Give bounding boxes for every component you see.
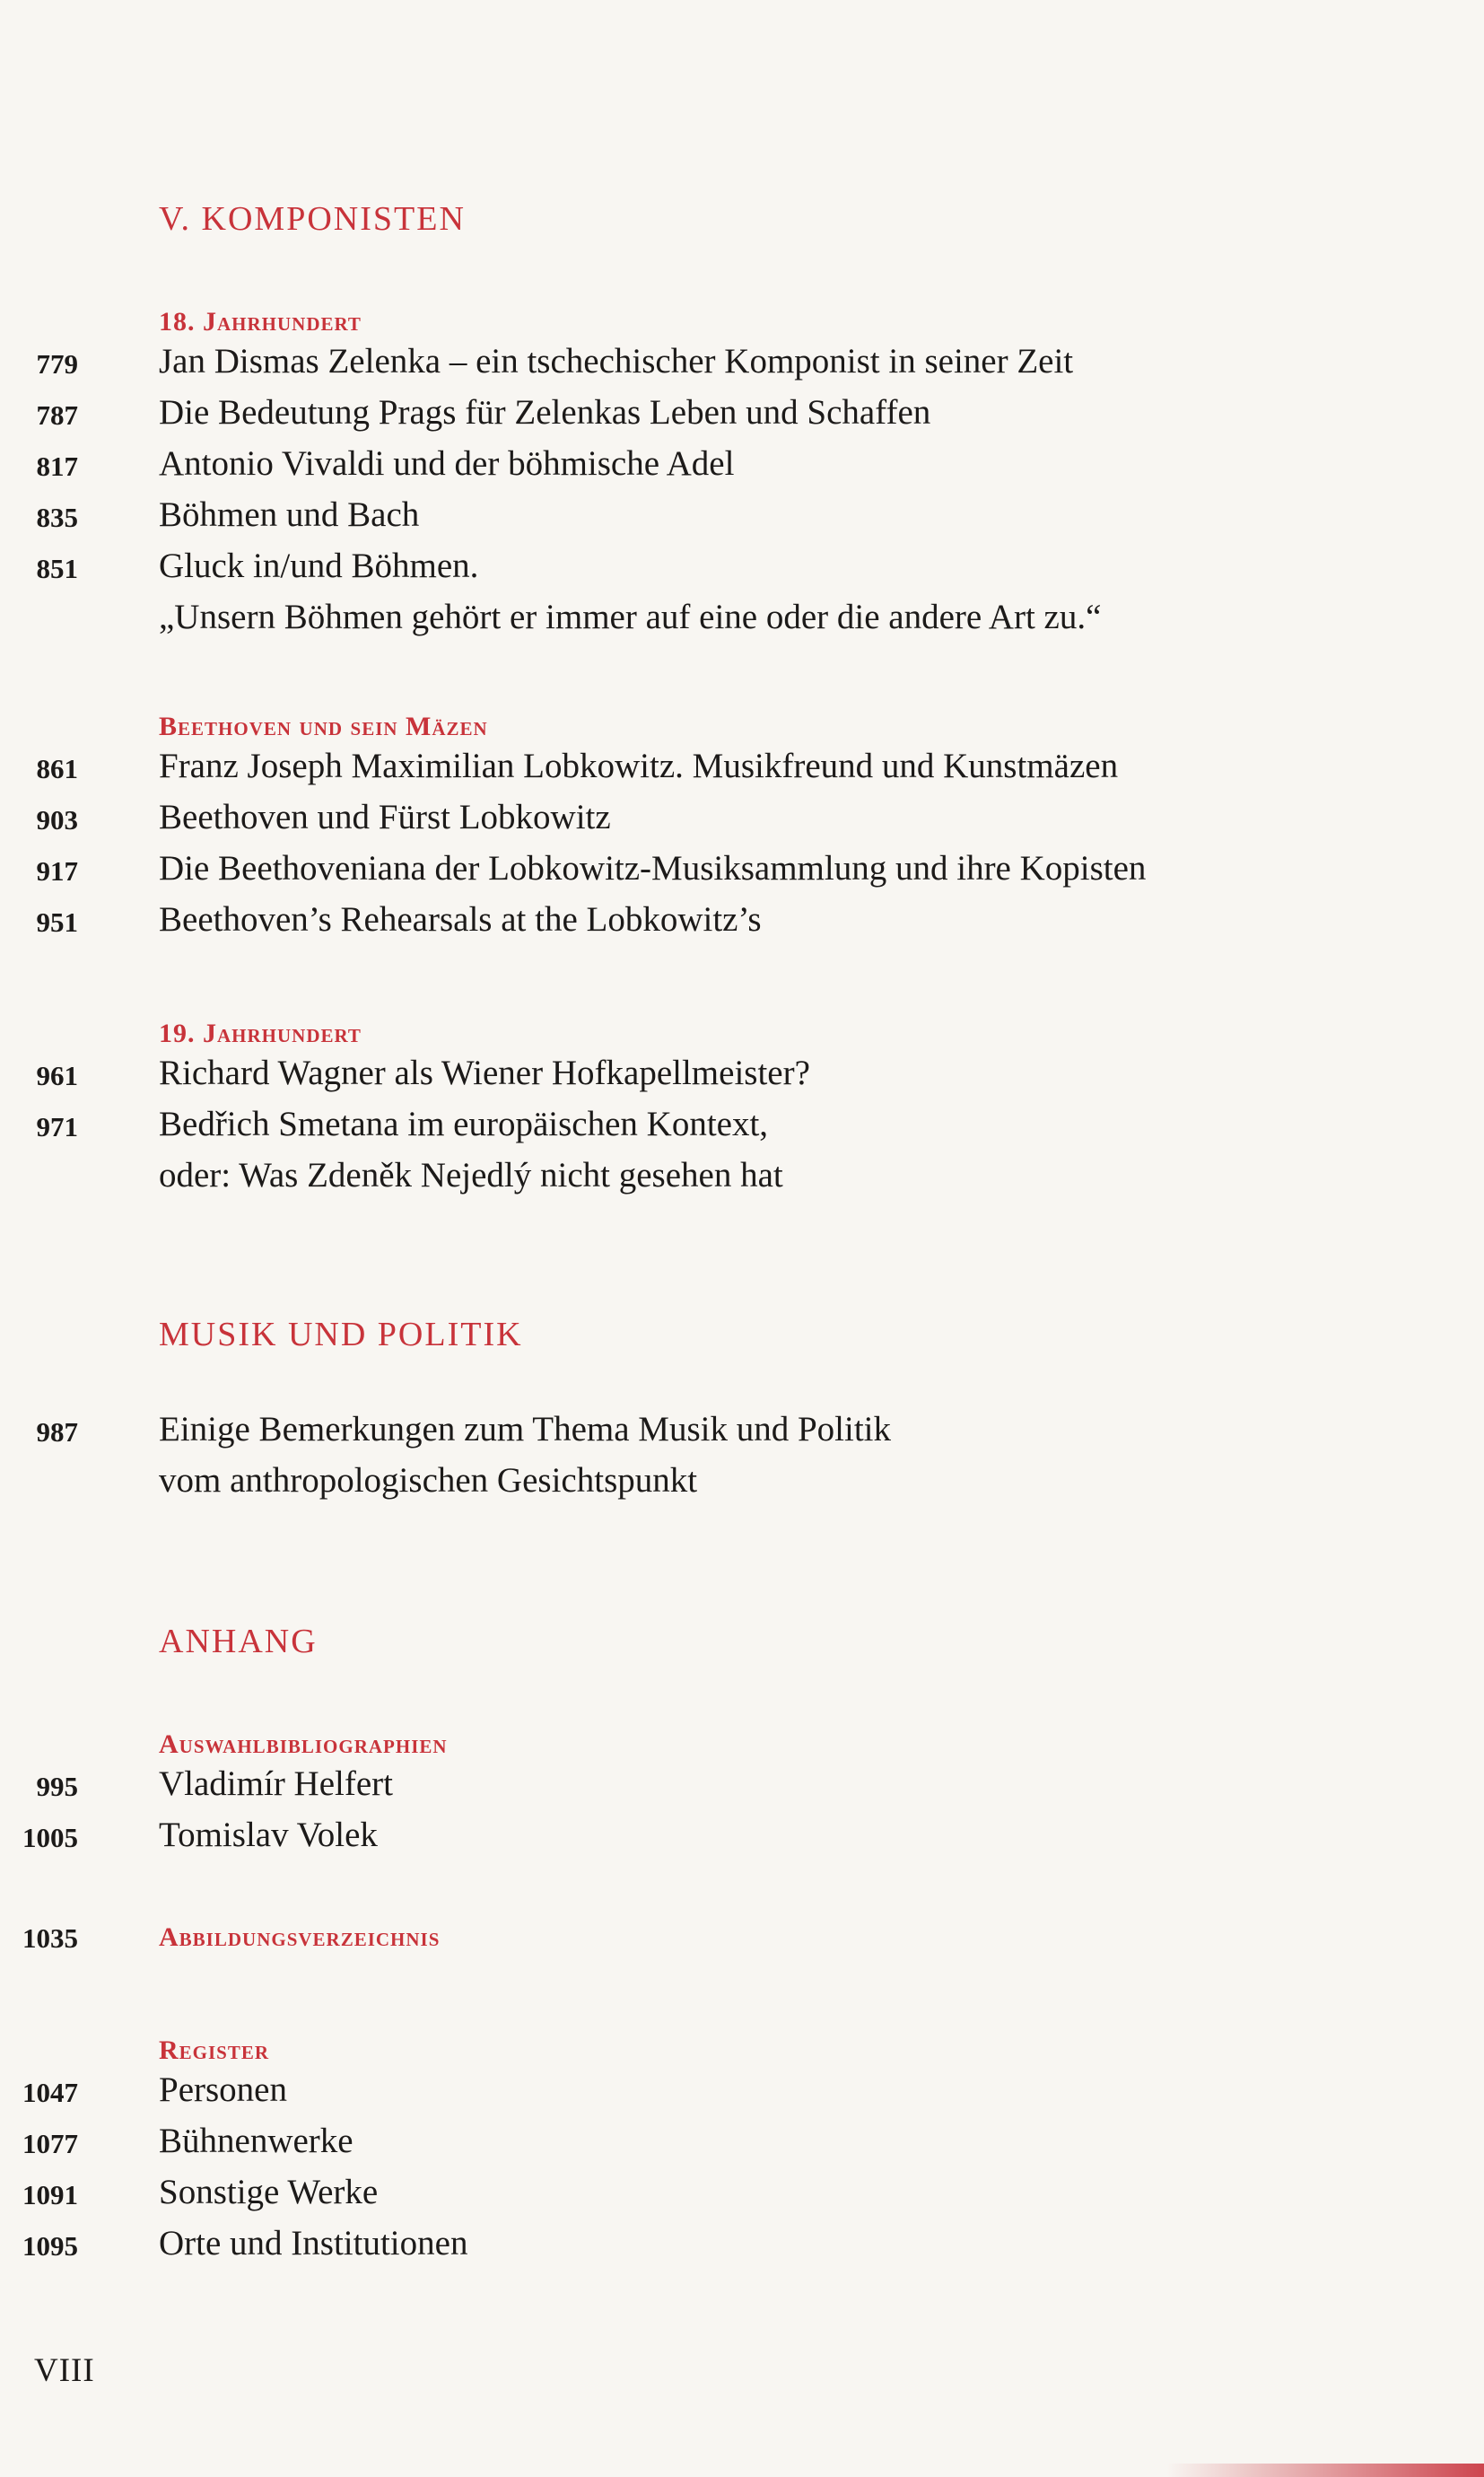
toc-entry[interactable] [0, 1764, 1436, 1816]
page-number: 861 [36, 753, 78, 784]
page-edge-decoration [1166, 2464, 1484, 2477]
toc-entry[interactable] [0, 2223, 1436, 2275]
page-number: 917 [36, 855, 78, 887]
toc-entry[interactable] [0, 2172, 1436, 2224]
entry-title: Orte und Institutionen [159, 2224, 468, 2263]
toc-entry[interactable] [0, 341, 1436, 393]
page-number: 1091 [22, 2179, 78, 2210]
entry-title: Sonstige Werke [159, 2173, 379, 2211]
subsection-register: Register [159, 2035, 270, 2065]
toc-entry[interactable] [0, 2070, 1436, 2122]
toc-entry[interactable] [0, 2121, 1436, 2173]
entry-title: Gluck in/und Böhmen. [159, 547, 479, 585]
page-number: 903 [36, 804, 78, 836]
page-number: 817 [36, 451, 78, 482]
toc-entry[interactable] [0, 899, 1436, 951]
page-number: 1095 [22, 2230, 78, 2262]
section-title-komponisten: V. KOMPONISTEN [159, 200, 466, 238]
page-number: 987 [36, 1416, 78, 1448]
entry-title-continuation: oder: Was Zdeněk Nejedlý nicht gesehen hat [159, 1156, 783, 1195]
page-number: 1005 [22, 1822, 78, 1853]
page-number: 1047 [22, 2077, 78, 2108]
toc-entry[interactable] [0, 1815, 1436, 1867]
entry-title: Beethoven und Fürst Lobkowitz [159, 798, 611, 836]
page-number: 779 [36, 348, 78, 380]
page-number: 787 [36, 399, 78, 431]
subsection-auswahlbibliographien: Auswahlbibliographien [159, 1729, 448, 1759]
page-folio: VIII [34, 2352, 95, 2389]
entry-title: Jan Dismas Zelenka – ein tschechischer Komponist in seiner Zeit [159, 342, 1074, 381]
subsection-beethoven: Beethoven und sein Mäzen [159, 712, 488, 741]
entry-title: Abbildungsverzeichnis [159, 1922, 441, 1952]
entry-title-continuation: vom anthropologischen Gesichtspunkt [159, 1461, 698, 1500]
entry-title: Böhmen und Bach [159, 495, 420, 534]
entry-title: Einige Bemerkungen zum Thema Musik und Politik [159, 1410, 892, 1449]
entry-title-continuation: „Unsern Böhmen gehört er immer auf eine oder die andere Art zu.“ [159, 598, 1102, 636]
toc-entry[interactable] [0, 1409, 1436, 1461]
entry-title: Beethoven’s Rehearsals at the Lobkowitz’s [159, 900, 762, 939]
page-number: 951 [36, 906, 78, 938]
entry-title: Die Bedeutung Prags für Zelenkas Leben und Schaffen [159, 393, 931, 432]
entry-title: Tomislav Volek [159, 1816, 378, 1854]
page-number: 1077 [22, 2128, 78, 2159]
section-title-politik: MUSIK UND POLITIK [159, 1316, 523, 1353]
toc-entry[interactable] [0, 1104, 1436, 1156]
page-number: 835 [36, 502, 78, 533]
entry-title: Franz Joseph Maximilian Lobkowitz. Musikfreund und Kunstmäzen [159, 747, 1119, 785]
toc-entry[interactable] [0, 848, 1436, 900]
page-number: 961 [36, 1060, 78, 1091]
entry-title: Richard Wagner als Wiener Hofkapellmeister? [159, 1054, 810, 1092]
toc-entry[interactable] [0, 797, 1436, 849]
toc-entry[interactable] [0, 443, 1436, 495]
page-number: 995 [36, 1771, 78, 1802]
subsection-18-jahrhundert: 18. Jahrhundert [159, 307, 362, 337]
section-title-anhang: ANHANG [159, 1623, 318, 1660]
page-number: 1035 [22, 1922, 78, 1954]
toc-entry[interactable] [0, 746, 1436, 798]
subsection-19-jahrhundert: 19. Jahrhundert [159, 1019, 362, 1048]
entry-title: Vladimír Helfert [159, 1764, 393, 1803]
entry-title: Bühnenwerke [159, 2122, 354, 2160]
entry-title: Personen [159, 2070, 287, 2109]
toc-entry[interactable] [0, 392, 1436, 444]
toc-entry[interactable] [0, 546, 1436, 598]
entry-title: Bedřich Smetana im europäischen Kontext, [159, 1105, 769, 1143]
page-number: 851 [36, 553, 78, 584]
page-number: 971 [36, 1111, 78, 1142]
entry-title: Die Beethoveniana der Lobkowitz-Musiksammlung und ihre Kopisten [159, 849, 1147, 888]
toc-entry-abbildungen[interactable] [0, 1915, 1436, 1967]
entry-title: Antonio Vivaldi und der böhmische Adel [159, 444, 735, 483]
toc-entry[interactable] [0, 1053, 1436, 1105]
toc-entry[interactable] [0, 495, 1436, 547]
